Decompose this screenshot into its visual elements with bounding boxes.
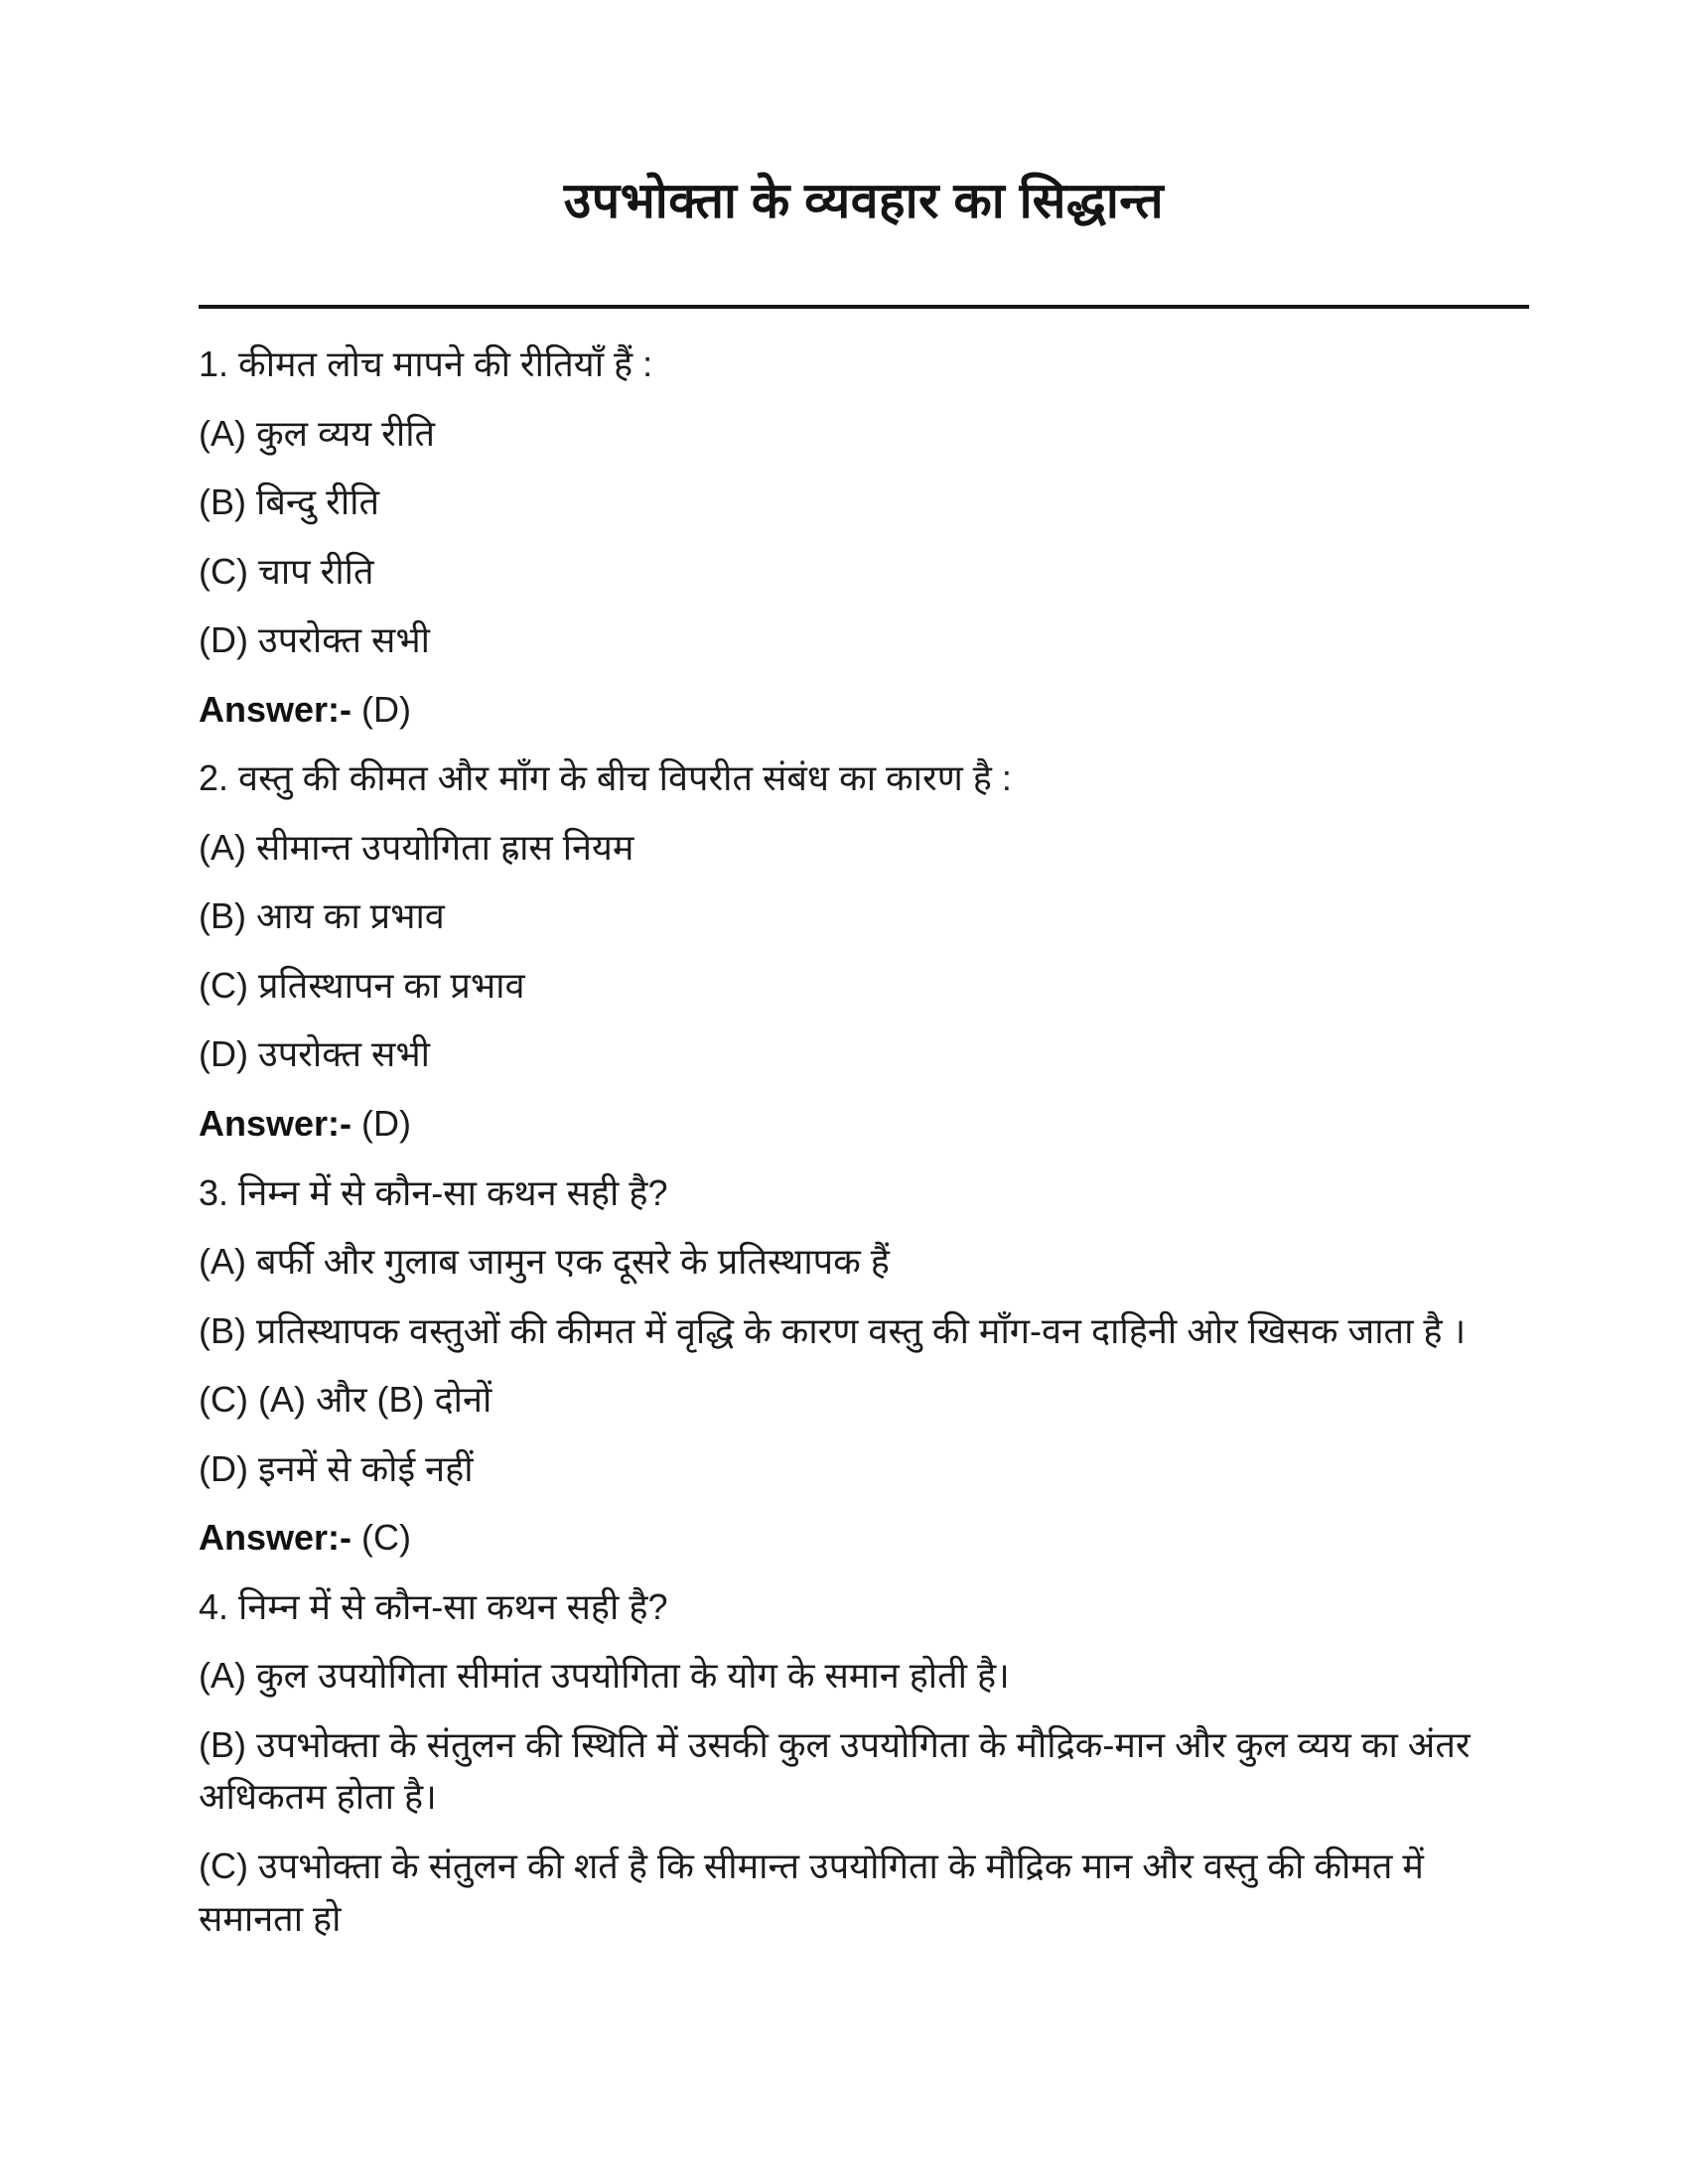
question-stem xyxy=(199,1167,1529,1220)
option-text: सीमान्त उपयोगिता ह्रास नियम xyxy=(256,826,634,868)
question-number: 3. xyxy=(199,1171,229,1213)
option-text: चाप रीति xyxy=(258,550,374,592)
option-text: उपभोक्ता के संतुलन की स्थिति में उसकी कुल उपयोगिता के मौद्रिक-मान और कुल व्यय का अंतर अधिकतम होता है। xyxy=(199,1723,1471,1818)
question-list xyxy=(199,339,1529,1945)
option-label: (D) xyxy=(199,1033,248,1075)
option-label: (B) xyxy=(199,895,246,937)
answer-prefix: Answer:- xyxy=(199,1103,352,1145)
option-label: (C) xyxy=(199,964,248,1006)
question-block-3 xyxy=(199,1167,1529,1565)
question-text: निम्न में से कौन-सा कथन सही है? xyxy=(238,1585,668,1627)
answer-line xyxy=(199,1512,1529,1565)
answer-value: (D) xyxy=(361,688,412,730)
answer-prefix: Answer:- xyxy=(199,688,352,730)
option-text: कुल उपयोगिता सीमांत उपयोगिता के योग के समान होती है। xyxy=(256,1655,1010,1697)
answer-value: (D) xyxy=(361,1103,412,1145)
option-label: (C) xyxy=(199,1845,248,1887)
option-label: (D) xyxy=(199,1447,248,1489)
option-label: (A) xyxy=(199,1241,246,1283)
option-label: (C) xyxy=(199,550,248,592)
question-stem xyxy=(199,339,1529,391)
question-text: कीमत लोच मापने की रीतियाँ हैं : xyxy=(238,343,653,384)
option-line xyxy=(199,1374,1529,1427)
option-text: (A) और (B) दोनों xyxy=(258,1379,492,1421)
option-label: (A) xyxy=(199,1655,246,1697)
option-text: उपरोक्त सभी xyxy=(258,619,431,661)
option-text: उपरोक्त सभी xyxy=(258,1033,431,1075)
option-line xyxy=(199,477,1529,529)
option-label: (C) xyxy=(199,1379,248,1421)
question-stem xyxy=(199,752,1529,805)
option-text: बिन्दु रीति xyxy=(256,481,380,523)
answer-prefix: Answer:- xyxy=(199,1517,352,1559)
option-text: प्रतिस्थापन का प्रभाव xyxy=(258,964,525,1006)
option-text: प्रतिस्थापक वस्तुओं की कीमत में वृद्धि के कारण वस्तु की माँग-वन दाहिनी ओर खिसक जाता है । xyxy=(256,1309,1467,1351)
option-text: उपभोक्ता के संतुलन की शर्त है कि सीमान्त उपयोगिता के मौद्रिक मान और वस्तु की कीमत में समानता हो xyxy=(199,1845,1424,1939)
option-label: (A) xyxy=(199,826,246,868)
option-line xyxy=(199,1236,1529,1289)
option-text: आय का प्रभाव xyxy=(256,895,445,937)
question-text: वस्तु की कीमत और माँग के बीच विपरीत संबंध का कारण है : xyxy=(238,757,1012,799)
option-text: कुल व्यय रीति xyxy=(256,412,436,454)
option-label: (B) xyxy=(199,481,246,523)
question-text: निम्न में से कौन-सा कथन सही है? xyxy=(238,1171,668,1213)
option-line xyxy=(199,614,1529,667)
answer-line xyxy=(199,684,1529,737)
option-text: बर्फी और गुलाब जामुन एक दूसरे के प्रतिस्थापक हैं xyxy=(256,1241,890,1283)
option-line xyxy=(199,822,1529,875)
option-label: (B) xyxy=(199,1309,246,1351)
option-label: (B) xyxy=(199,1723,246,1765)
page-title: उपभोक्ता के व्यवहार का सिद्धान्त xyxy=(563,173,1165,228)
answer-value: (C) xyxy=(361,1517,412,1559)
question-stem xyxy=(199,1581,1529,1634)
option-line xyxy=(199,546,1529,599)
question-number: 1. xyxy=(199,343,229,384)
option-line xyxy=(199,1443,1529,1496)
option-line xyxy=(199,1028,1529,1081)
option-text: इनमें से कोई नहीं xyxy=(258,1447,474,1489)
question-block-2 xyxy=(199,752,1529,1150)
option-line xyxy=(199,960,1529,1013)
option-line xyxy=(199,1841,1529,1945)
option-line xyxy=(199,408,1529,461)
question-number: 2. xyxy=(199,757,229,799)
option-line xyxy=(199,1305,1529,1358)
option-label: (D) xyxy=(199,619,248,661)
question-block-1 xyxy=(199,339,1529,736)
option-line xyxy=(199,1719,1529,1824)
title-divider xyxy=(199,305,1529,309)
option-line xyxy=(199,890,1529,943)
option-label: (A) xyxy=(199,412,246,454)
answer-line xyxy=(199,1098,1529,1151)
question-number: 4. xyxy=(199,1585,229,1627)
option-line xyxy=(199,1650,1529,1703)
question-block-4 xyxy=(199,1581,1529,1945)
